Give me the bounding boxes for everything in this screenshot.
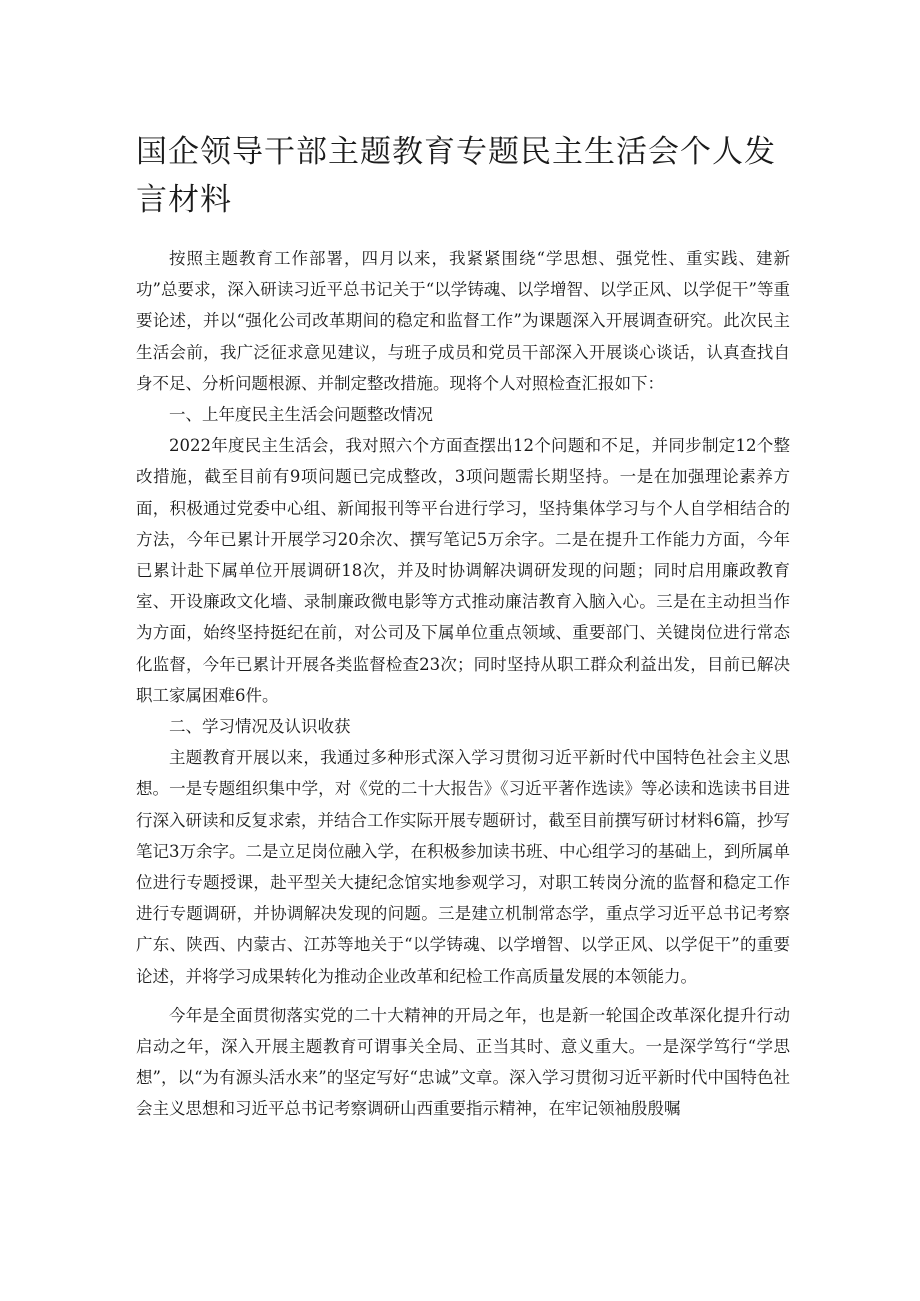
section-heading-1: 一、上年度民主生活会问题整改情况 (169, 405, 433, 425)
document-body (136, 243, 790, 1125)
intro-paragraph: 按照主题教育工作部署，四月以来，我紧紧围绕“学思想、强党性、重实践、建新功”总要求，深入研读习近平总书记关于“以学铸魂、以学增智、以学正风、以学促干”等重要论述，并以“强化公司改革期间的稳定和监督工作”为课题深入开展调查研究。此次民主生活会前，我广泛征求意见建议，与班子成员和党员干部深入开展谈心谈话，认真查找自身不足、分析问题根源、并制定整改措施。现将个人对照检查汇报如下： (136, 249, 790, 393)
section-2-paragraph: 主题教育开展以来，我通过多种形式深入学习贯彻习近平新时代中国特色社会主义思想。一是专题组织集中学，对《党的二十大报告》《习近平著作选读》等必读和选读书目进行深入研读和反复求索，并结合工作实际开展专题研讨，截至目前撰写研讨材料6篇，抄写笔记3万余字。二是立足岗位融入学，在积极参加读书班、中心组学习的基础上，到所属单位进行专题授课，赴平型关大捷纪念馆实地参观学习，对职工转岗分流的监督和稳定工作进行专题调研，并协调解决发现的问题。三是建立机制常态学，重点学习近平总书记考察广东、陕西、内蒙古、江苏等地关于“以学铸魂、以学增智、以学正风、以学促干”的重要论述，并将学习成果转化为推动企业改革和纪检工作高质量发展的本领能力。 (136, 748, 790, 986)
document-title: 国企领导干部主题教育专题民主生活会个人发言材料 (136, 134, 776, 218)
section-1-paragraph: 2022年度民主生活会，我对照六个方面查摆出12个问题和不足，并同步制定12个整改措施，截至目前有9项问题已完成整改，3项问题需长期坚持。一是在加强理论素养方面，积极通过党委中心组、新闻报刊等平台进行学习，坚持集体学习与个人自学相结合的方法，今年已累计开展学习20余次、撰写笔记5万余字。二是在提升工作能力方面，今年已累计赴下属单位开展调研18次，并及时协调解决调研发现的问题；同时启用廉政教育室、开设廉政文化墙、录制廉政微电影等方式推动廉洁教育入脑入心。三是在主动担当作为方面，始终坚持挺纪在前，对公司及下属单位重点领域、重要部门、关键岗位进行常态化监督，今年已累计开展各类监督检查23次；同时坚持从职工群众利益出发，目前已解决职工家属困难6件。 (136, 436, 790, 705)
section-heading-2: 二、学习情况及认识收获 (169, 717, 351, 737)
section-2-paragraph-continued: 今年是全面贯彻落实党的二十大精神的开局之年，也是新一轮国企改革深化提升行动启动之年，深入开展主题教育可谓事关全局、正当其时、意义重大。一是深学笃行“学思想”，以“为有源头活水来”的坚定写好“忠诚”文章。深入学习贯彻习近平新时代中国特色社会主义思想和习近平总书记考察调研山西重要指示精神，在牢记领袖殷殷嘱 (136, 1005, 790, 1119)
